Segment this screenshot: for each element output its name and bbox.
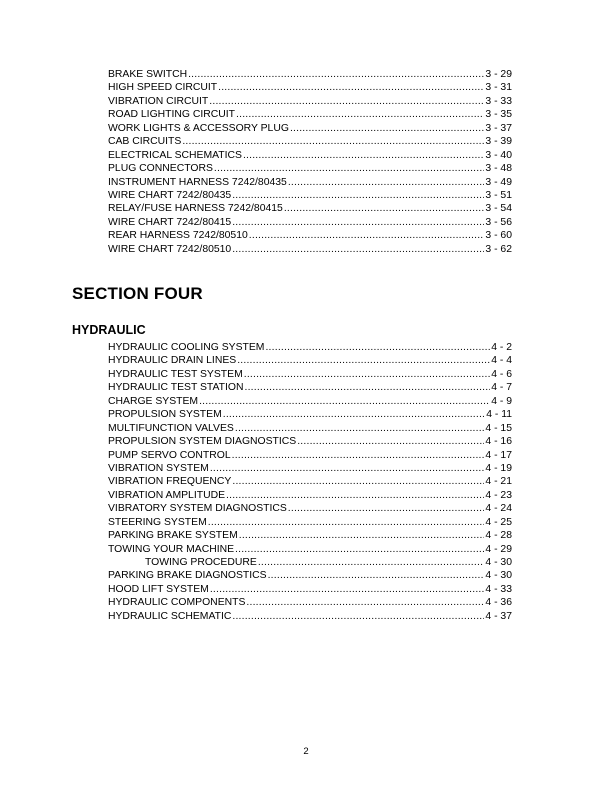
toc-entry[interactable] xyxy=(108,108,512,121)
toc-entry-page: 4 - 2 xyxy=(491,342,512,353)
toc-entry-page: 4 - 4 xyxy=(491,355,512,367)
toc-entry-page: 4 - 30 xyxy=(485,557,512,568)
toc-entry-title: HYDRAULIC DRAIN LINES xyxy=(108,355,237,367)
toc-entry-page: 3 - 54 xyxy=(485,203,512,215)
toc-entry-page: 4 - 24 xyxy=(485,503,512,515)
toc-entry[interactable] xyxy=(108,216,512,229)
toc-entry[interactable] xyxy=(108,381,512,394)
dot-leader xyxy=(265,341,490,354)
toc-entry-title: VIBRATION CIRCUIT xyxy=(108,95,209,107)
dot-leader xyxy=(288,502,485,515)
toc-entry[interactable] xyxy=(108,569,512,582)
toc-entry-title: WIRE CHART 7242/80510 xyxy=(108,243,232,255)
toc-entry-title: TOWING YOUR MACHINE xyxy=(108,543,235,555)
toc-entry-title: HYDRAULIC COMPONENTS xyxy=(108,597,246,609)
toc-entry-title: CHARGE SYSTEM xyxy=(108,395,199,407)
toc-entry[interactable] xyxy=(108,502,512,515)
toc-entry-page: 4 - 15 xyxy=(485,422,512,434)
dot-leader xyxy=(244,368,490,381)
toc-entry-page: 3 - 62 xyxy=(485,243,512,255)
toc-entry-page: 4 - 29 xyxy=(485,543,512,555)
toc-entry[interactable] xyxy=(108,354,512,367)
toc-entry-page: 3 - 33 xyxy=(485,95,512,107)
toc-entry-title: HYDRAULIC COOLING SYSTEM xyxy=(108,342,265,353)
dot-leader xyxy=(232,189,484,202)
toc-entry[interactable] xyxy=(108,149,512,162)
toc-entry[interactable] xyxy=(108,368,512,381)
toc-entry-page: 4 - 6 xyxy=(491,368,512,380)
toc-entry-page: 4 - 16 xyxy=(485,436,512,448)
toc-entry-page: 4 - 7 xyxy=(491,382,512,394)
toc-entry[interactable] xyxy=(108,122,512,135)
toc-entry-title: TOWING PROCEDURE xyxy=(145,557,257,568)
toc-entry-title: CAB CIRCUITS xyxy=(108,136,182,148)
toc-entry-title: REAR HARNESS 7242/80510 xyxy=(108,230,248,242)
dot-leader xyxy=(232,216,484,229)
toc-entry[interactable] xyxy=(108,68,512,81)
dot-leader xyxy=(188,68,484,81)
toc-entry[interactable] xyxy=(108,435,512,448)
toc-entry-title: RELAY/FUSE HARNESS 7242/80415 xyxy=(108,203,283,215)
toc-entry-title: STEERING SYSTEM xyxy=(108,516,207,528)
toc-entry-title: INSTRUMENT HARNESS 7242/80435 xyxy=(108,176,287,188)
toc-entry-title: WIRE CHART 7242/80415 xyxy=(108,216,232,228)
toc-entry[interactable] xyxy=(108,556,512,569)
dot-leader xyxy=(235,422,485,435)
page-number: 2 xyxy=(303,746,309,757)
toc-entry-page: 4 - 36 xyxy=(485,597,512,609)
dot-leader xyxy=(210,583,485,596)
toc-entry[interactable] xyxy=(108,229,512,242)
toc-entry-title: VIBRATION FREQUENCY xyxy=(108,476,232,488)
dot-leader xyxy=(237,354,490,367)
toc-entry-page: 3 - 51 xyxy=(485,189,512,201)
toc-entry[interactable] xyxy=(108,449,512,462)
toc-entry-title: WIRE CHART 7242/80435 xyxy=(108,189,232,201)
dot-leader xyxy=(182,135,484,148)
toc-entry[interactable] xyxy=(108,529,512,542)
dot-leader xyxy=(284,202,485,215)
toc-entry[interactable] xyxy=(108,543,512,556)
dot-leader xyxy=(232,243,484,256)
dot-leader xyxy=(223,408,485,421)
dot-leader xyxy=(288,176,485,189)
dot-leader xyxy=(210,462,485,475)
dot-leader xyxy=(239,529,485,542)
toc-entry-title: PROPULSION SYSTEM xyxy=(108,409,222,421)
toc-entry-page: 4 - 19 xyxy=(485,462,512,474)
toc-entry-title: MULTIFUNCTION VALVES xyxy=(108,422,234,434)
toc-electrical-continued xyxy=(108,68,512,256)
toc-entry[interactable] xyxy=(108,395,512,408)
toc-entry-title: PROPULSION SYSTEM DIAGNOSTICS xyxy=(108,436,297,448)
toc-entry-title: ROAD LIGHTING CIRCUIT xyxy=(108,109,236,121)
toc-entry[interactable] xyxy=(108,408,512,421)
toc-entry-page: 3 - 49 xyxy=(485,176,512,188)
toc-entry[interactable] xyxy=(108,176,512,189)
dot-leader xyxy=(232,449,485,462)
section-subheading: HYDRAULIC xyxy=(72,323,146,337)
toc-entry-page: 4 - 11 xyxy=(486,409,512,421)
toc-entry-page: 3 - 37 xyxy=(485,122,512,134)
toc-entry[interactable] xyxy=(108,162,512,175)
toc-entry-page: 4 - 30 xyxy=(485,570,512,582)
toc-entry-title: VIBRATION SYSTEM xyxy=(108,462,209,474)
toc-entry-page: 4 - 37 xyxy=(485,610,512,622)
toc-entry-title: PUMP SERVO CONTROL xyxy=(108,449,231,461)
toc-entry-title: PARKING BRAKE SYSTEM xyxy=(108,530,238,542)
toc-entry-page: 3 - 40 xyxy=(485,149,512,161)
dot-leader xyxy=(243,149,484,162)
toc-entry-title: HYDRAULIC SCHEMATIC xyxy=(108,610,232,622)
toc-entry-page: 4 - 23 xyxy=(485,489,512,501)
dot-leader xyxy=(249,229,485,242)
toc-entry-page: 4 - 17 xyxy=(485,449,512,461)
toc-entry-title: BRAKE SWITCH xyxy=(108,69,188,80)
toc-entry[interactable] xyxy=(108,516,512,529)
toc-entry-page: 3 - 56 xyxy=(485,216,512,228)
toc-entry[interactable] xyxy=(108,81,512,94)
toc-entry-title: HYDRAULIC TEST SYSTEM xyxy=(108,368,243,380)
toc-entry-title: HYDRAULIC TEST STATION xyxy=(108,382,244,394)
toc-entry-title: PLUG CONNECTORS xyxy=(108,163,213,175)
toc-entry-page: 4 - 33 xyxy=(485,583,512,595)
dot-leader xyxy=(235,543,484,556)
section-heading: SECTION FOUR xyxy=(72,284,203,303)
toc-entry[interactable] xyxy=(108,475,512,488)
toc-entry-title: HOOD LIFT SYSTEM xyxy=(108,583,209,595)
dot-leader xyxy=(199,395,490,408)
toc-entry-title: VIBRATORY SYSTEM DIAGNOSTICS xyxy=(108,503,287,515)
toc-entry-title: WORK LIGHTS & ACCESSORY PLUG xyxy=(108,122,289,134)
toc-entry-title: PARKING BRAKE DIAGNOSTICS xyxy=(108,570,267,582)
dot-leader xyxy=(290,122,484,135)
dot-leader xyxy=(218,81,484,94)
toc-entry-title: HIGH SPEED CIRCUIT xyxy=(108,82,218,94)
toc-entry-title: ELECTRICAL SCHEMATICS xyxy=(108,149,242,161)
toc-entry[interactable] xyxy=(108,243,512,256)
dot-leader xyxy=(209,95,484,108)
toc-hydraulic xyxy=(108,341,512,623)
toc-entry[interactable] xyxy=(108,583,512,596)
toc-entry-page: 4 - 21 xyxy=(485,476,512,488)
toc-entry-page: 4 - 28 xyxy=(485,530,512,542)
dot-leader xyxy=(297,435,484,448)
dot-leader xyxy=(246,596,484,609)
toc-entry[interactable] xyxy=(108,341,512,354)
toc-entry-page: 3 - 60 xyxy=(485,230,512,242)
dot-leader xyxy=(232,610,484,623)
toc-entry[interactable] xyxy=(108,610,512,623)
toc-entry[interactable] xyxy=(108,596,512,609)
toc-entry-page: 4 - 25 xyxy=(485,516,512,528)
toc-entry[interactable] xyxy=(108,202,512,215)
dot-leader xyxy=(226,489,484,502)
toc-entry-page: 3 - 35 xyxy=(485,109,512,121)
toc-entry-page: 3 - 31 xyxy=(485,82,512,94)
toc-entry[interactable] xyxy=(108,95,512,108)
toc-entry[interactable] xyxy=(108,135,512,148)
toc-entry[interactable] xyxy=(108,189,512,202)
toc-entry[interactable] xyxy=(108,422,512,435)
dot-leader xyxy=(268,569,485,582)
dot-leader xyxy=(244,381,490,394)
toc-entry[interactable] xyxy=(108,462,512,475)
toc-entry-page: 4 - 9 xyxy=(491,395,512,407)
dot-leader xyxy=(208,516,485,529)
dot-leader xyxy=(214,162,485,175)
toc-entry-page: 3 - 48 xyxy=(485,163,512,175)
toc-entry[interactable] xyxy=(108,489,512,502)
toc-entry-page: 3 - 29 xyxy=(485,69,512,80)
dot-leader xyxy=(236,108,484,121)
toc-entry-title: VIBRATION AMPLITUDE xyxy=(108,489,226,501)
toc-entry-page: 3 - 39 xyxy=(485,136,512,148)
dot-leader xyxy=(258,556,485,569)
dot-leader xyxy=(232,475,484,488)
